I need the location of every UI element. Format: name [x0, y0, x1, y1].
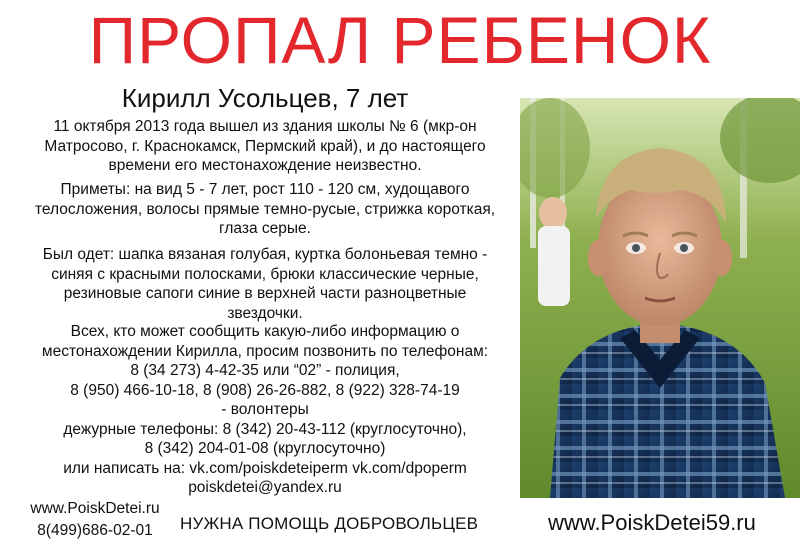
footer-contacts-left [20, 498, 170, 542]
text-line: резиновые сапоги синие в верхней части разноцветные [63, 285, 467, 302]
email-line: poiskdetei@yandex.ru [188, 479, 342, 496]
hotline-phone: 8(499)686-02-01 [37, 522, 153, 539]
phone-line: 8 (34 273) 4-42-35 или “02” - полиция, [130, 362, 400, 379]
text-line: глаза серые. [219, 220, 311, 237]
text-line: 11 октября 2013 года вышел из здания школы № 6 (мкр-он [53, 118, 477, 135]
clothing-paragraph [0, 245, 530, 323]
text-line: звездочки. [227, 304, 303, 322]
text-line: Был одет: шапка вязаная голубая, куртка болоньевая темно - [42, 246, 488, 263]
regional-website-link[interactable]: www.PoiskDetei59.ru [548, 510, 756, 535]
phone-line: 8 (950) 466-10-18, 8 (908) 26-26-882, 8 (922) 328-74-19 [70, 381, 460, 399]
description-paragraph [0, 180, 530, 239]
phone-line: дежурные телефоны: 8 (342) 20-43-112 (круглосуточно), [63, 420, 467, 438]
child-photo [520, 98, 800, 498]
text-line: времени его местонахождение неизвестно. [108, 157, 422, 174]
contact-paragraph [0, 322, 530, 498]
text-line: местонахождении Кирилла, просим позвонить по телефонам: [41, 342, 489, 360]
website-link[interactable]: www.PoiskDetei.ru [30, 500, 160, 517]
poster-headline: ПРОПАЛ РЕБЕНОК [88, 3, 712, 77]
text-line: - волонтеры [221, 401, 309, 418]
volunteers-needed-banner: НУЖНА ПОМОЩЬ ДОБРОВОЛЬЦЕВ [180, 514, 479, 533]
disappearance-paragraph [0, 117, 530, 176]
phone-line: 8 (342) 204-01-08 (круглосуточно) [144, 440, 386, 457]
text-line: Всех, кто может сообщить какую-либо информацию о [70, 323, 460, 340]
text-line: телосложения, волосы прямые темно-русые, стрижка короткая, [34, 200, 496, 218]
link-line: или написать на: vk.com/poiskdeteiperm vk.com/dpoperm [63, 459, 467, 477]
child-photo-illustration [520, 98, 800, 498]
text-line: Матросово, г. Краснокамск, Пермский край), и до настоящего [44, 137, 486, 155]
child-name: Кирилл Усольцев, 7 лет [121, 83, 409, 113]
text-line: синяя с красными полосками, брюки классические черные, [51, 265, 479, 283]
text-line: Приметы: на вид 5 - 7 лет, рост 110 - 120 см, худощавого [60, 181, 470, 198]
